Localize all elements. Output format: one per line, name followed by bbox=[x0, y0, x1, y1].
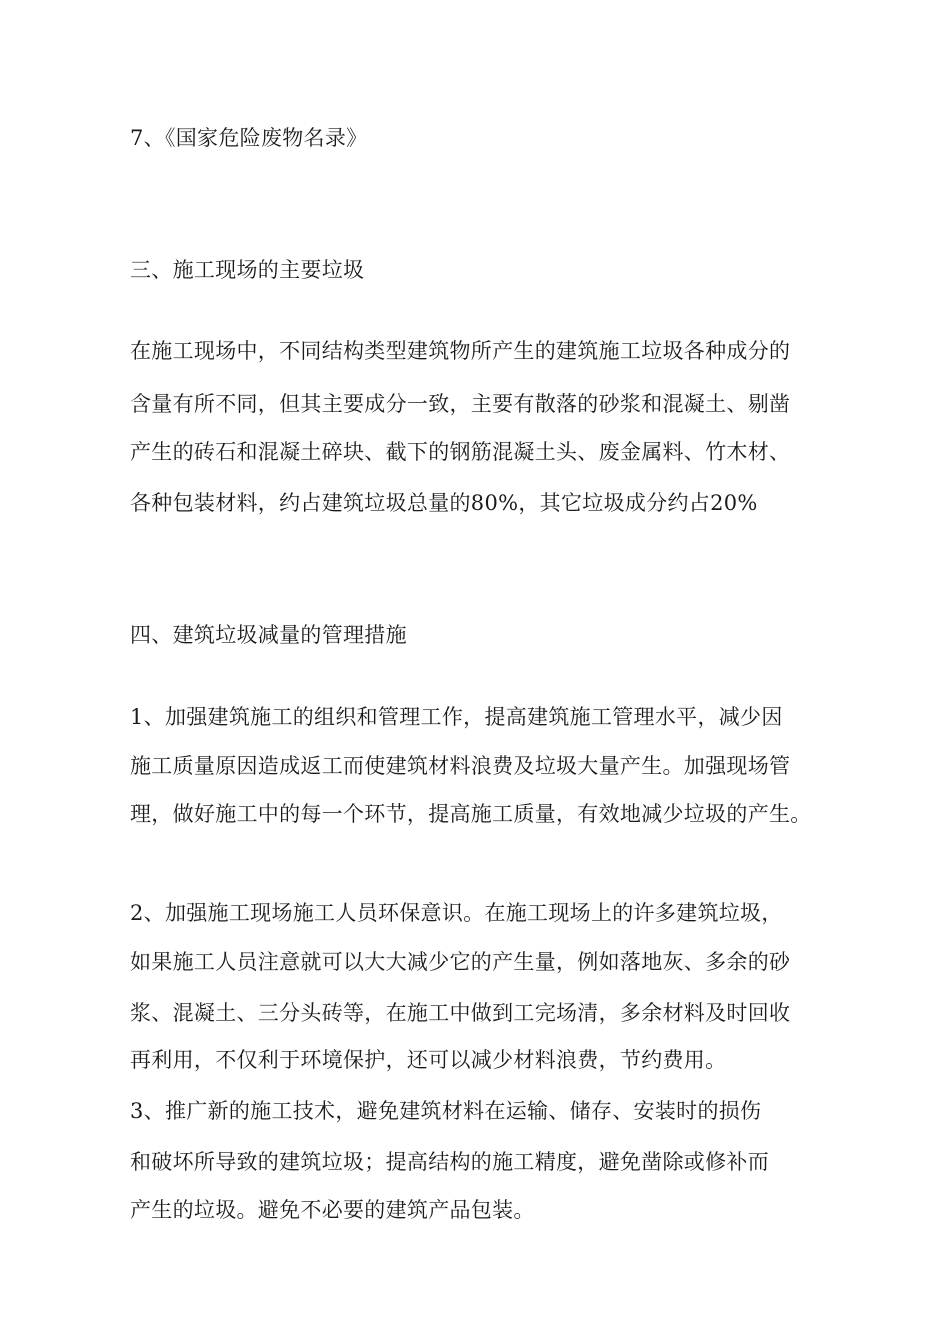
measure-2-line: 浆、混凝土、三分头砖等，在施工中做到工完场清，多余材料及时回收 bbox=[130, 1001, 791, 1025]
measure-2-line: 如果施工人员注意就可以大大减少它的产生量，例如落地灰、多余的砂 bbox=[130, 950, 791, 974]
measure-1-line: 1、加强建筑施工的组织和管理工作，提高建筑施工管理水平，减少因 bbox=[130, 705, 783, 729]
section-3-heading: 三、施工现场的主要垃圾 bbox=[130, 258, 365, 282]
section-3-paragraph-line: 各种包装材料，约占建筑垃圾总量的80%，其它垃圾成分约占20% bbox=[130, 491, 758, 515]
measure-2-line: 再利用，不仅利于环境保护，还可以减少材料浪费，节约费用。 bbox=[130, 1048, 727, 1072]
measure-1-line: 理，做好施工中的每一个环节，提高施工质量，有效地减少垃圾的产生。 bbox=[130, 802, 812, 826]
section-3-paragraph-line: 产生的砖石和混凝土碎块、截下的钢筋混凝土头、废金属料、竹木材、 bbox=[130, 440, 791, 464]
measure-3-line: 和破坏所导致的建筑垃圾；提高结构的施工精度，避免凿除或修补而 bbox=[130, 1150, 769, 1174]
list-item-7: 7、《国家危险废物名录》 bbox=[130, 126, 368, 150]
measure-2-line: 2、加强施工现场施工人员环保意识。在施工现场上的许多建筑垃圾， bbox=[130, 901, 783, 925]
section-3-paragraph-line: 含量有所不同，但其主要成分一致，主要有散落的砂浆和混凝土、剔凿 bbox=[130, 392, 791, 416]
section-3-paragraph-line: 在施工现场中，不同结构类型建筑物所产生的建筑施工垃圾各种成分的 bbox=[130, 339, 791, 363]
measure-3-line: 产生的垃圾。避免不必要的建筑产品包装。 bbox=[130, 1198, 535, 1222]
measure-1-line: 施工质量原因造成返工而使建筑材料浪费及垃圾大量产生。加强现场管 bbox=[130, 754, 791, 778]
section-4-heading: 四、建筑垃圾减量的管理措施 bbox=[130, 623, 407, 647]
measure-3-line: 3、推广新的施工技术，避免建筑材料在运输、储存、安装时的损伤 bbox=[130, 1099, 762, 1123]
